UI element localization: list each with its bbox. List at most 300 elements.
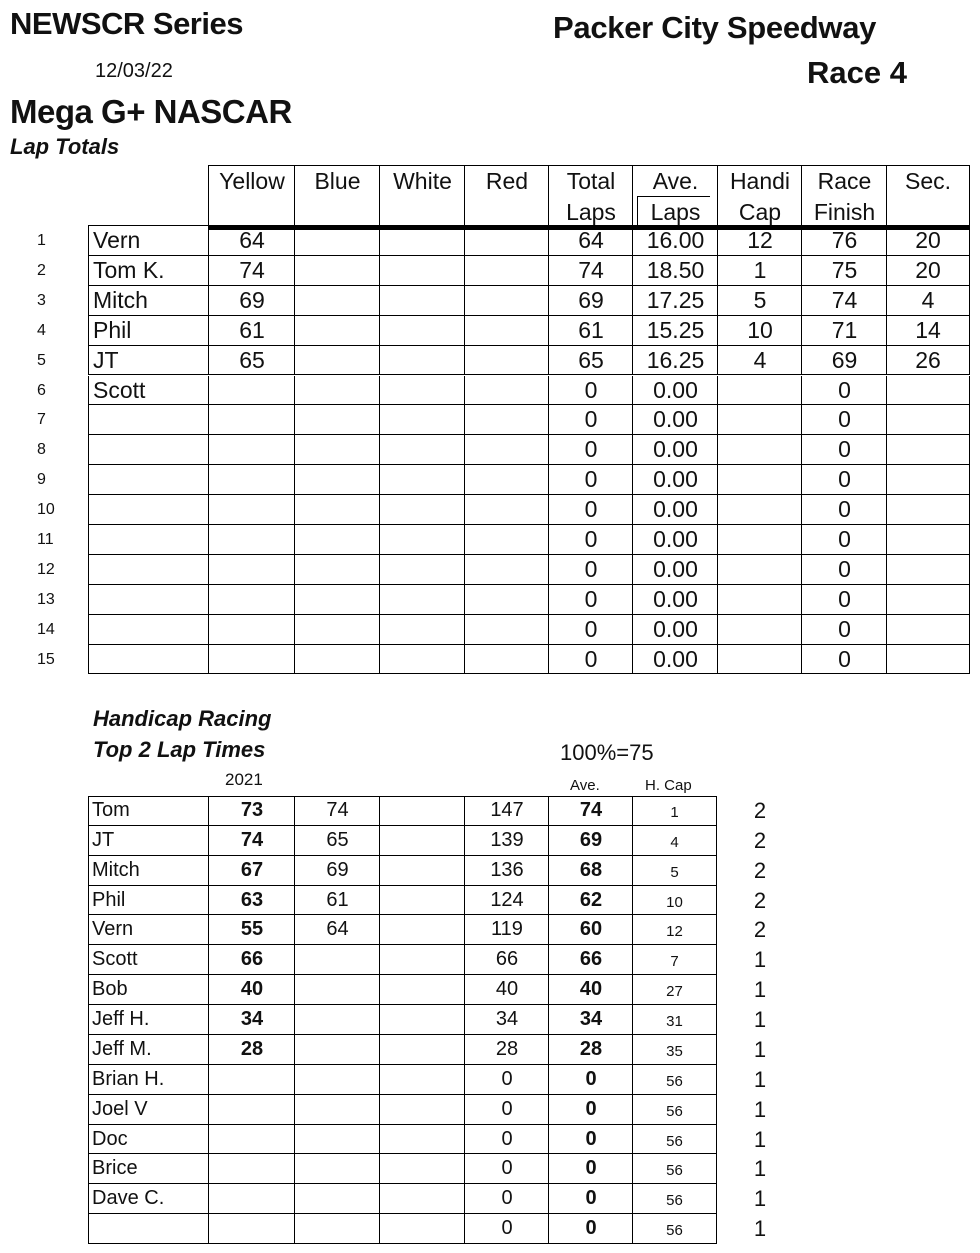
cell-ave: 62 — [548, 886, 633, 916]
handicap-row — [88, 1184, 716, 1214]
cell-sec — [886, 376, 970, 406]
cell-total: 139 — [464, 826, 549, 856]
cell-handicap — [717, 405, 802, 435]
cell-ave: 0 — [548, 1184, 633, 1214]
cell-hcap: 27 — [632, 975, 717, 1005]
cell-total: 28 — [464, 1035, 549, 1065]
cell-blank — [379, 1005, 465, 1035]
cell-white — [379, 645, 465, 675]
cell-name: Jeff M. — [88, 1035, 209, 1065]
col-header-line1: Yellow — [219, 168, 285, 194]
track-name: Packer City Speedway — [553, 10, 877, 45]
cell-yellow: 69 — [208, 286, 295, 316]
col-header-yellow — [208, 165, 295, 227]
cell-y2021: 74 — [208, 826, 295, 856]
series-title: NEWSCR Series — [10, 6, 243, 41]
cell-finish: 0 — [801, 555, 887, 585]
cell-ave: 74 — [548, 796, 633, 826]
cell-handicap: 1 — [717, 256, 802, 286]
cell-name: Tom — [88, 796, 209, 826]
cell-red — [464, 286, 549, 316]
cell-sec: 20 — [886, 226, 970, 256]
cell-hcap: 56 — [632, 1125, 717, 1155]
row-number: 2 — [37, 261, 46, 279]
cell-total: 64 — [548, 226, 633, 256]
cell-name — [88, 615, 209, 645]
cell-handicap — [717, 465, 802, 495]
cell-red — [464, 256, 549, 286]
col-header-ave — [632, 165, 718, 227]
cell-sec — [886, 525, 970, 555]
row-number: 3 — [37, 291, 46, 309]
cell-sec: 26 — [886, 346, 970, 376]
cell-sec — [886, 465, 970, 495]
lap-count: 1 — [753, 1126, 767, 1152]
cell-red — [464, 226, 549, 256]
cell-finish: 0 — [801, 645, 887, 675]
cell-ave: 0 — [548, 1154, 633, 1184]
cell-blank — [379, 1095, 465, 1125]
lap-count: 1 — [753, 977, 767, 1003]
cell-name: Tom K. — [88, 256, 209, 286]
cell-handicap — [717, 376, 802, 406]
cell-lap2 — [294, 1005, 380, 1035]
row-number: 11 — [37, 531, 54, 548]
cell-lap2 — [294, 1214, 380, 1244]
cell-handicap — [717, 495, 802, 525]
cell-total: 74 — [548, 256, 633, 286]
cell-finish: 0 — [801, 405, 887, 435]
col-header-line1: Handi — [729, 168, 791, 194]
cell-y2021 — [208, 1095, 295, 1125]
cell-hcap: 5 — [632, 856, 717, 886]
cell-total: 0 — [548, 495, 633, 525]
cell-ave: 16.00 — [632, 226, 718, 256]
lap-count: 2 — [753, 917, 767, 943]
cell-y2021: 28 — [208, 1035, 295, 1065]
ave-bracket — [637, 196, 638, 226]
cell-white — [379, 615, 465, 645]
col-header-finish — [801, 165, 887, 227]
cell-white — [379, 346, 465, 376]
cell-y2021 — [208, 1065, 295, 1095]
cell-white — [379, 495, 465, 525]
cell-total: 0 — [464, 1125, 549, 1155]
cell-ave: 0.00 — [632, 405, 718, 435]
cell-white — [379, 525, 465, 555]
cell-ave: 34 — [548, 1005, 633, 1035]
handicap-row — [88, 915, 716, 945]
cell-yellow: 74 — [208, 256, 295, 286]
cell-handicap — [717, 585, 802, 615]
cell-yellow — [208, 615, 295, 645]
cell-name — [88, 585, 209, 615]
cell-blue — [294, 286, 380, 316]
table-row — [88, 615, 970, 645]
row-number: 10 — [37, 501, 55, 519]
row-number: 15 — [37, 650, 55, 668]
cell-blank — [379, 1154, 465, 1184]
cell-white — [379, 376, 465, 406]
cell-finish: 74 — [801, 286, 887, 316]
lap-count: 2 — [753, 887, 767, 913]
cell-ave: 69 — [548, 826, 633, 856]
cell-ave: 68 — [548, 856, 633, 886]
handicap-row — [88, 975, 716, 1005]
lap-count: 1 — [753, 1156, 767, 1182]
lap-count: 1 — [753, 947, 767, 973]
cell-blue — [294, 316, 380, 346]
cell-ave: 16.25 — [632, 346, 718, 376]
cell-finish: 0 — [801, 495, 887, 525]
cell-red — [464, 376, 549, 406]
cell-ave: 0.00 — [632, 376, 718, 406]
cell-red — [464, 555, 549, 585]
col-header-line2: Laps — [566, 199, 616, 225]
cell-finish: 71 — [801, 316, 887, 346]
cell-hcap: 31 — [632, 1005, 717, 1035]
row-number: 14 — [37, 620, 55, 638]
cell-red — [464, 405, 549, 435]
cell-lap2 — [294, 1154, 380, 1184]
cell-y2021 — [208, 1184, 295, 1214]
cell-hcap: 56 — [632, 1095, 717, 1125]
cell-yellow — [208, 435, 295, 465]
cell-blank — [379, 886, 465, 916]
cell-total: 0 — [548, 585, 633, 615]
lap-count: 2 — [753, 798, 767, 823]
table-row — [88, 405, 970, 435]
lap-count: 1 — [753, 1216, 767, 1242]
cell-name — [88, 645, 209, 675]
lap-count: 1 — [753, 1096, 767, 1122]
cell-hcap: 56 — [632, 1154, 717, 1184]
class-title: Mega G+ NASCAR — [10, 93, 292, 130]
cell-yellow — [208, 555, 295, 585]
cell-yellow: 64 — [208, 226, 295, 256]
cell-handicap — [717, 525, 802, 555]
cell-total: 0 — [464, 1184, 549, 1214]
cell-blank — [379, 915, 465, 945]
cell-ave: 0.00 — [632, 555, 718, 585]
cell-name — [88, 405, 209, 435]
cell-lap2: 61 — [294, 886, 380, 916]
cell-sec — [886, 555, 970, 585]
cell-blue — [294, 465, 380, 495]
lap-count: 1 — [753, 1186, 767, 1212]
cell-yellow — [208, 585, 295, 615]
handicap-row — [88, 856, 716, 886]
cell-lap2 — [294, 1095, 380, 1125]
cell-white — [379, 316, 465, 346]
cell-sec — [886, 435, 970, 465]
table-row — [88, 555, 970, 585]
cell-lap2 — [294, 1184, 380, 1214]
cell-sec — [886, 615, 970, 645]
handicap-row — [88, 1154, 716, 1184]
row-number: 1 — [37, 232, 46, 249]
lap-totals-table — [88, 165, 970, 673]
cell-name — [88, 495, 209, 525]
cell-handicap: 10 — [717, 316, 802, 346]
cell-blank — [379, 1184, 465, 1214]
cell-blue — [294, 346, 380, 376]
cell-lap2 — [294, 1125, 380, 1155]
col-header-line2: Finish — [813, 199, 876, 225]
cell-name — [88, 435, 209, 465]
cell-blank — [379, 1125, 465, 1155]
cell-sec: 4 — [886, 286, 970, 316]
cell-total: 34 — [464, 1005, 549, 1035]
table-row — [88, 226, 970, 256]
cell-y2021 — [208, 1125, 295, 1155]
col-header-line1: Sec. — [904, 168, 952, 194]
cell-blue — [294, 555, 380, 585]
table-row — [88, 376, 970, 406]
cell-sec: 14 — [886, 316, 970, 346]
cell-white — [379, 226, 465, 256]
cell-total: 136 — [464, 856, 549, 886]
cell-lap2: 64 — [294, 915, 380, 945]
cell-red — [464, 316, 549, 346]
cell-total: 0 — [548, 465, 633, 495]
cell-blue — [294, 226, 380, 256]
table-row — [88, 256, 970, 286]
cell-y2021: 66 — [208, 945, 295, 975]
lap-count: 2 — [753, 857, 767, 883]
cell-hcap: 1 — [632, 796, 717, 826]
cell-lap2 — [294, 1035, 380, 1065]
col-header-sec — [886, 165, 970, 227]
cell-name — [88, 525, 209, 555]
cell-name: Vern — [88, 915, 209, 945]
handicap-row — [88, 796, 716, 826]
ave-label: Ave. — [570, 777, 600, 794]
cell-blank — [379, 826, 465, 856]
cell-blue — [294, 405, 380, 435]
cell-white — [379, 286, 465, 316]
col-header-line1: White — [393, 168, 452, 194]
cell-name: Jeff H. — [88, 1005, 209, 1035]
cell-ave: 0.00 — [632, 465, 718, 495]
cell-ave: 0.00 — [632, 525, 718, 555]
cell-white — [379, 555, 465, 585]
table-row — [88, 495, 970, 525]
cell-total: 0 — [548, 376, 633, 406]
col-header-total — [548, 165, 633, 227]
cell-ave: 0.00 — [632, 615, 718, 645]
cell-name: Bob — [88, 975, 209, 1005]
cell-hcap: 12 — [632, 915, 717, 945]
cell-y2021 — [208, 1214, 295, 1244]
handicap-racing-heading: Handicap Racing — [93, 706, 272, 731]
cell-name — [88, 465, 209, 495]
handicap-row — [88, 886, 716, 916]
cell-blue — [294, 585, 380, 615]
cell-handicap — [717, 645, 802, 675]
cell-name: Phil — [88, 316, 209, 346]
cell-yellow — [208, 376, 295, 406]
cell-blue — [294, 615, 380, 645]
cell-finish: 0 — [801, 465, 887, 495]
handicap-row — [88, 1005, 716, 1035]
cell-sec — [886, 645, 970, 675]
cell-total: 69 — [548, 286, 633, 316]
cell-white — [379, 256, 465, 286]
table-row — [88, 286, 970, 316]
cell-red — [464, 645, 549, 675]
cell-blue — [294, 645, 380, 675]
lap-count: 1 — [753, 1007, 767, 1033]
cell-lap2: 74 — [294, 796, 380, 826]
cell-ave: 18.50 — [632, 256, 718, 286]
cell-blue — [294, 256, 380, 286]
cell-finish: 0 — [801, 376, 887, 406]
cell-ave: 0 — [548, 1214, 633, 1244]
cell-red — [464, 615, 549, 645]
cell-blank — [379, 1214, 465, 1244]
cell-white — [379, 585, 465, 615]
handicap-row — [88, 1125, 716, 1155]
cell-hcap: 56 — [632, 1065, 717, 1095]
cell-ave: 17.25 — [632, 286, 718, 316]
col-header-line2: Laps — [650, 199, 701, 225]
cell-total: 65 — [548, 346, 633, 376]
cell-finish: 0 — [801, 585, 887, 615]
table-row — [88, 585, 970, 615]
lap-totals-heading: Lap Totals — [10, 134, 120, 159]
hcap-label: H. Cap — [645, 777, 692, 794]
table-row — [88, 435, 970, 465]
cell-y2021: 63 — [208, 886, 295, 916]
cell-lap2: 65 — [294, 826, 380, 856]
cell-ave: 66 — [548, 945, 633, 975]
cell-ave: 40 — [548, 975, 633, 1005]
table-row — [88, 346, 970, 376]
cell-blue — [294, 525, 380, 555]
cell-total: 0 — [464, 1095, 549, 1125]
cell-ave: 28 — [548, 1035, 633, 1065]
lap-count: 1 — [753, 1066, 767, 1092]
cell-name — [88, 1214, 209, 1244]
cell-hcap: 35 — [632, 1035, 717, 1065]
handicap-row — [88, 826, 716, 856]
cell-total: 0 — [464, 1154, 549, 1184]
cell-hcap: 10 — [632, 886, 717, 916]
cell-total: 147 — [464, 796, 549, 826]
cell-total: 40 — [464, 975, 549, 1005]
cell-y2021: 55 — [208, 915, 295, 945]
cell-name: Dave C. — [88, 1184, 209, 1214]
col-header-line1: Ave. — [652, 168, 699, 194]
cell-name: Joel V — [88, 1095, 209, 1125]
cell-red — [464, 585, 549, 615]
cell-ave: 0 — [548, 1125, 633, 1155]
table-row — [88, 525, 970, 555]
row-number: 9 — [37, 471, 46, 489]
cell-total: 0 — [548, 555, 633, 585]
cell-ave: 0 — [548, 1065, 633, 1095]
cell-name: Scott — [88, 376, 209, 406]
cell-hcap: 56 — [632, 1184, 717, 1214]
cell-total: 0 — [548, 405, 633, 435]
handicap-row — [88, 1095, 716, 1125]
cell-name: Scott — [88, 945, 209, 975]
cell-lap2 — [294, 975, 380, 1005]
cell-blue — [294, 495, 380, 525]
lap-count: 2 — [753, 827, 767, 853]
cell-handicap — [717, 615, 802, 645]
cell-finish: 76 — [801, 226, 887, 256]
cell-total: 0 — [548, 525, 633, 555]
handicap-row — [88, 945, 716, 975]
cell-total: 0 — [548, 435, 633, 465]
cell-red — [464, 435, 549, 465]
row-number: 4 — [37, 321, 46, 339]
cell-ave: 0.00 — [632, 585, 718, 615]
handicap-row — [88, 1035, 716, 1065]
cell-blank — [379, 796, 465, 826]
cell-handicap: 5 — [717, 286, 802, 316]
top-2-lap-times-heading: Top 2 Lap Times — [93, 737, 266, 762]
cell-red — [464, 465, 549, 495]
cell-name: Mitch — [88, 286, 209, 316]
cell-y2021 — [208, 1154, 295, 1184]
cell-name — [88, 555, 209, 585]
cell-total: 61 — [548, 316, 633, 346]
cell-finish: 69 — [801, 346, 887, 376]
cell-blank — [379, 1065, 465, 1095]
cell-name: JT — [88, 826, 209, 856]
cell-name: Vern — [88, 226, 209, 256]
cell-ave: 0.00 — [632, 495, 718, 525]
cell-ave: 60 — [548, 915, 633, 945]
col-header-red — [464, 165, 549, 227]
cell-lap2 — [294, 1065, 380, 1095]
cell-y2021: 73 — [208, 796, 295, 826]
percent-note: 100%=75 — [560, 740, 654, 765]
cell-yellow — [208, 405, 295, 435]
cell-blank — [379, 975, 465, 1005]
cell-y2021: 34 — [208, 1005, 295, 1035]
cell-total: 0 — [548, 645, 633, 675]
cell-sec — [886, 495, 970, 525]
col-header-line2: Cap — [738, 199, 782, 225]
race-date: 12/03/22 — [95, 60, 173, 82]
cell-finish: 0 — [801, 525, 887, 555]
cell-y2021: 40 — [208, 975, 295, 1005]
cell-handicap: 12 — [717, 226, 802, 256]
cell-handicap — [717, 435, 802, 465]
cell-total: 119 — [464, 915, 549, 945]
col-header-line1: Race — [817, 168, 872, 194]
cell-blank — [379, 856, 465, 886]
cell-sec — [886, 585, 970, 615]
row-number: 13 — [37, 590, 55, 608]
cell-sec: 20 — [886, 256, 970, 286]
cell-yellow: 65 — [208, 346, 295, 376]
cell-ave: 15.25 — [632, 316, 718, 346]
handicap-row — [88, 1214, 716, 1244]
table-row — [88, 465, 970, 495]
cell-red — [464, 525, 549, 555]
cell-blue — [294, 376, 380, 406]
lap-count: 1 — [753, 1036, 767, 1062]
cell-name: JT — [88, 346, 209, 376]
race-number: Race 4 — [807, 55, 907, 90]
cell-white — [379, 435, 465, 465]
cell-yellow — [208, 645, 295, 675]
